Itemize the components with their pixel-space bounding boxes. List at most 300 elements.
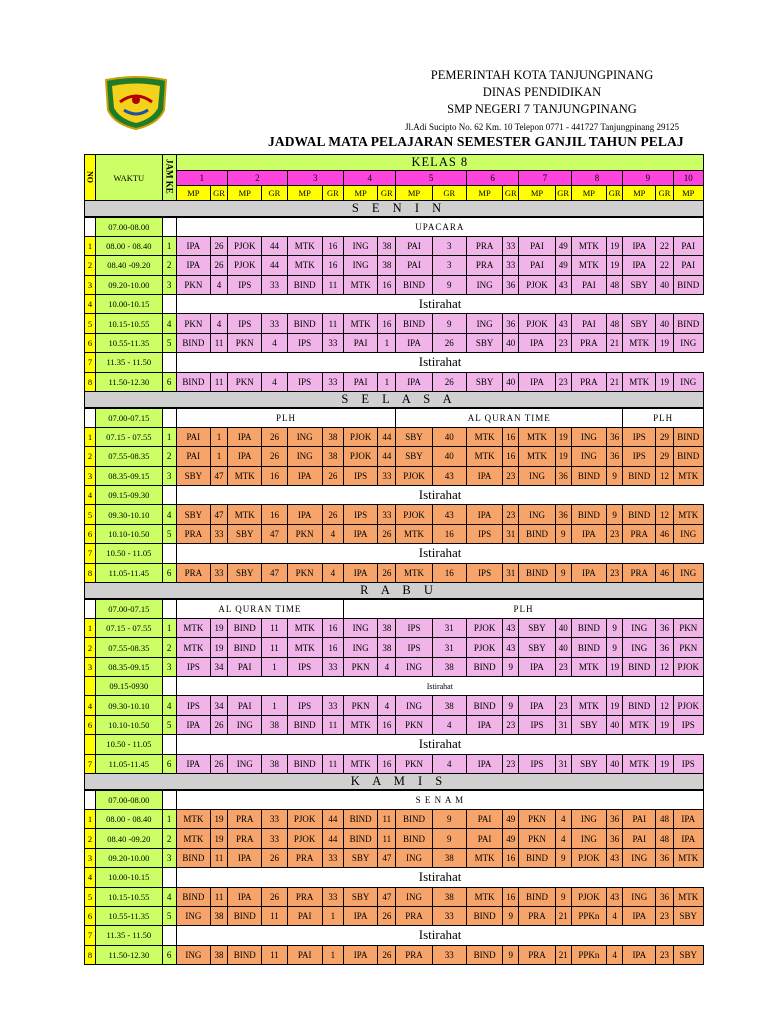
teacher-cell: 11: [378, 809, 396, 828]
subject-cell: PRA: [396, 945, 432, 964]
schedule-row: [85, 868, 704, 887]
row-jam: 1: [162, 427, 176, 446]
activity-label: AL QURAN TIME: [176, 599, 343, 618]
row-no: 4: [85, 295, 96, 314]
subject-cell: MTK: [287, 638, 322, 657]
subject-cell: ING: [343, 618, 377, 637]
teacher-cell: 9: [607, 505, 623, 524]
teacher-cell: 12: [656, 696, 673, 715]
row-no: 3: [85, 657, 96, 676]
row-no: 8: [85, 372, 96, 391]
subject-cell: IPA: [343, 906, 377, 925]
row-no: 7: [85, 926, 96, 945]
teacher-cell: 4: [607, 906, 623, 925]
subject-cell: PRA: [176, 524, 210, 543]
row-no: 2: [85, 638, 96, 657]
subject-cell: BIND: [287, 754, 322, 773]
teacher-cell: 23: [503, 715, 519, 734]
teacher-cell: 9: [432, 829, 466, 848]
teacher-cell: 9: [607, 466, 623, 485]
teacher-cell: 33: [322, 696, 343, 715]
teacher-cell: 16: [262, 505, 287, 524]
subject-cell: IPS: [228, 275, 262, 294]
row-waktu: 08.00 - 08.40: [96, 809, 163, 828]
row-no: [85, 599, 96, 618]
schedule-row: [85, 848, 704, 867]
subject-cell: BIND: [287, 715, 322, 734]
row-no: 7: [85, 754, 96, 773]
subject-cell: PJOK: [228, 256, 262, 275]
subject-cell: ING: [396, 887, 432, 906]
schedule-row: [85, 809, 704, 828]
subject-cell: SBY: [176, 505, 210, 524]
schedule-row: [85, 408, 704, 427]
subject-cell: ING: [176, 906, 210, 925]
header-gr: GR: [432, 186, 466, 201]
subject-cell: IPS: [343, 466, 377, 485]
teacher-cell: 46: [656, 524, 673, 543]
teacher-cell: 33: [503, 256, 519, 275]
row-no: 6: [85, 333, 96, 352]
subject-cell: BIND: [287, 275, 322, 294]
teacher-cell: 33: [432, 906, 466, 925]
class-number-10: 10: [673, 171, 703, 186]
row-waktu: 08.35-09.15: [96, 466, 163, 485]
subject-cell: PAI: [571, 314, 606, 333]
subject-cell: SBY: [673, 945, 703, 964]
subject-cell: IPA: [466, 466, 502, 485]
subject-cell: MTK: [571, 236, 606, 255]
teacher-cell: 31: [503, 524, 519, 543]
teacher-cell: 26: [432, 333, 466, 352]
subject-cell: PAI: [176, 427, 210, 446]
schedule-row: [85, 295, 704, 314]
teacher-cell: 9: [555, 563, 571, 582]
teacher-cell: 44: [262, 236, 287, 255]
schedule-row: [85, 657, 704, 676]
header-mp: MP: [673, 186, 703, 201]
header-mp: MP: [343, 186, 377, 201]
subject-cell: BIND: [519, 887, 555, 906]
teacher-cell: 9: [607, 638, 623, 657]
subject-cell: IPA: [176, 236, 210, 255]
subject-cell: BIND: [519, 563, 555, 582]
teacher-cell: 19: [656, 372, 673, 391]
teacher-cell: 49: [555, 236, 571, 255]
schedule-row: [85, 945, 704, 964]
teacher-cell: 40: [555, 638, 571, 657]
class-number-5: 5: [396, 171, 467, 186]
teacher-cell: 38: [378, 236, 396, 255]
teacher-cell: 1: [378, 333, 396, 352]
subject-cell: PKN: [287, 524, 322, 543]
teacher-cell: 36: [656, 638, 673, 657]
row-no: 2: [85, 447, 96, 466]
row-waktu: 07.15 - 07.55: [96, 427, 163, 446]
teacher-cell: 26: [210, 754, 227, 773]
teacher-cell: 23: [503, 505, 519, 524]
row-jam: 4: [162, 505, 176, 524]
teacher-cell: 21: [555, 945, 571, 964]
subject-cell: PAI: [287, 945, 322, 964]
subject-cell: IPA: [396, 333, 432, 352]
subject-cell: PRA: [287, 848, 322, 867]
row-jam: [162, 926, 176, 945]
subject-cell: IPA: [623, 906, 656, 925]
teacher-cell: 4: [555, 809, 571, 828]
row-no: 3: [85, 466, 96, 485]
row-jam: [162, 295, 176, 314]
teacher-cell: 49: [503, 809, 519, 828]
schedule-row: [85, 314, 704, 333]
row-waktu: 08.35-09.15: [96, 657, 163, 676]
subject-cell: MTK: [396, 563, 432, 582]
row-no: 4: [85, 486, 96, 505]
subject-cell: IPS: [287, 696, 322, 715]
subject-cell: BIND: [571, 638, 606, 657]
teacher-cell: 19: [555, 427, 571, 446]
subject-cell: IPS: [287, 372, 322, 391]
teacher-cell: 16: [503, 447, 519, 466]
activity-label: PLH: [343, 599, 703, 618]
class-number-4: 4: [343, 171, 395, 186]
subject-cell: PKN: [673, 618, 703, 637]
row-no: 5: [85, 887, 96, 906]
subject-cell: BIND: [228, 638, 262, 657]
schedule-row: [85, 715, 704, 734]
teacher-cell: 22: [656, 256, 673, 275]
row-waktu: 07.00-07.15: [96, 408, 163, 427]
row-waktu: 11.50-12.30: [96, 372, 163, 391]
page-title: JADWAL MATA PELAJARAN SEMESTER GANJIL TAHUN PELAJ: [268, 134, 684, 149]
teacher-cell: 47: [210, 466, 227, 485]
subject-cell: PJOK: [396, 466, 432, 485]
teacher-cell: 23: [607, 524, 623, 543]
header-gr: GR: [656, 186, 673, 201]
row-waktu: 10.00-10.15: [96, 868, 163, 887]
teacher-cell: 1: [210, 447, 227, 466]
teacher-cell: 23: [503, 466, 519, 485]
row-waktu: 10.15-10.55: [96, 887, 163, 906]
teacher-cell: 36: [555, 466, 571, 485]
row-no: 1: [85, 427, 96, 446]
subject-cell: BIND: [571, 505, 606, 524]
subject-cell: SBY: [623, 314, 656, 333]
row-no: [85, 677, 96, 696]
teacher-cell: 23: [656, 906, 673, 925]
teacher-cell: 47: [262, 563, 287, 582]
row-jam: 4: [162, 696, 176, 715]
teacher-cell: 19: [607, 236, 623, 255]
row-waktu: 09.15-09.30: [96, 486, 163, 505]
subject-cell: MTK: [176, 638, 210, 657]
header-gr: GR: [322, 186, 343, 201]
teacher-cell: 16: [378, 275, 396, 294]
teacher-cell: 9: [607, 618, 623, 637]
teacher-cell: 26: [210, 256, 227, 275]
row-no: [85, 790, 96, 809]
schedule-row: [85, 275, 704, 294]
teacher-cell: 47: [210, 505, 227, 524]
subject-cell: MTK: [571, 657, 606, 676]
subject-cell: BIND: [519, 524, 555, 543]
break-label: Istirahat: [176, 353, 703, 372]
break-label: Istirahat: [176, 926, 703, 945]
subject-cell: IPS: [673, 754, 703, 773]
teacher-cell: 43: [607, 848, 623, 867]
teacher-cell: 38: [378, 618, 396, 637]
subject-cell: IPA: [343, 945, 377, 964]
schedule-row: [85, 696, 704, 715]
teacher-cell: 3: [432, 236, 466, 255]
subject-cell: ING: [287, 427, 322, 446]
subject-cell: IPA: [623, 945, 656, 964]
schedule-row: [85, 217, 704, 236]
row-jam: 4: [162, 887, 176, 906]
subject-cell: MTK: [673, 505, 703, 524]
subject-cell: ING: [673, 563, 703, 582]
subject-cell: MTK: [228, 466, 262, 485]
row-jam: 3: [162, 275, 176, 294]
teacher-cell: 38: [262, 715, 287, 734]
row-no: 3: [85, 275, 96, 294]
header-address: Jl.Adi Sucipto No. 62 Km. 10 Telepon 0771 - 441727 Tanjungpinang 29125: [405, 122, 679, 132]
row-waktu: 09.30-10.10: [96, 696, 163, 715]
subject-cell: IPA: [519, 333, 555, 352]
schedule-row: [85, 638, 704, 657]
subject-cell: PKN: [519, 809, 555, 828]
header-government: PEMERINTAH KOTA TANJUNGPINANG: [430, 68, 654, 82]
subject-cell: PAI: [228, 657, 262, 676]
teacher-cell: 29: [656, 427, 673, 446]
teacher-cell: 26: [262, 848, 287, 867]
header-mp: MP: [396, 186, 432, 201]
teacher-cell: 40: [607, 754, 623, 773]
teacher-cell: 33: [262, 314, 287, 333]
row-waktu: 10.00-10.15: [96, 295, 163, 314]
subject-cell: ING: [228, 754, 262, 773]
subject-cell: IPS: [396, 638, 432, 657]
teacher-cell: 16: [378, 754, 396, 773]
teacher-cell: 23: [607, 563, 623, 582]
subject-cell: IPA: [176, 754, 210, 773]
teacher-cell: 36: [656, 887, 673, 906]
subject-cell: ING: [623, 887, 656, 906]
row-waktu: 09.20-10.00: [96, 275, 163, 294]
subject-cell: MTK: [519, 447, 555, 466]
row-jam: 6: [162, 945, 176, 964]
break-label: Istirahat: [176, 544, 703, 563]
subject-cell: IPA: [673, 809, 703, 828]
schedule-row: [85, 754, 704, 773]
subject-cell: IPS: [396, 618, 432, 637]
day-row: [85, 392, 704, 409]
subject-cell: IPA: [396, 372, 432, 391]
row-waktu: 08.40 -09.20: [96, 829, 163, 848]
header-mp: MP: [287, 186, 322, 201]
row-jam: 1: [162, 618, 176, 637]
row-jam: 5: [162, 333, 176, 352]
teacher-cell: 9: [503, 696, 519, 715]
teacher-cell: 9: [555, 887, 571, 906]
teacher-cell: 34: [210, 696, 227, 715]
teacher-cell: 38: [322, 427, 343, 446]
teacher-cell: 12: [656, 466, 673, 485]
schedule-row: [85, 447, 704, 466]
subject-cell: IPA: [466, 715, 502, 734]
row-jam: 5: [162, 524, 176, 543]
header-gr: GR: [555, 186, 571, 201]
teacher-cell: 16: [322, 638, 343, 657]
teacher-cell: 43: [503, 618, 519, 637]
city-emblem-logo: [102, 76, 170, 130]
teacher-cell: 38: [322, 447, 343, 466]
row-jam: 2: [162, 829, 176, 848]
teacher-cell: 16: [503, 427, 519, 446]
schedule-row: [85, 599, 704, 618]
day-row: [85, 583, 704, 600]
teacher-cell: 38: [210, 906, 227, 925]
teacher-cell: 40: [656, 314, 673, 333]
subject-cell: IPS: [466, 524, 502, 543]
subject-cell: BIND: [623, 505, 656, 524]
row-jam: 1: [162, 236, 176, 255]
subject-cell: MTK: [343, 275, 377, 294]
subject-cell: MTK: [287, 256, 322, 275]
subject-cell: IPA: [228, 427, 262, 446]
subject-cell: BIND: [673, 447, 703, 466]
teacher-cell: 19: [210, 809, 227, 828]
schedule-row: [85, 544, 704, 563]
teacher-cell: 36: [607, 829, 623, 848]
subject-cell: IPS: [519, 715, 555, 734]
schedule-row: [85, 563, 704, 582]
teacher-cell: 4: [322, 563, 343, 582]
teacher-cell: 43: [555, 275, 571, 294]
teacher-cell: 16: [503, 887, 519, 906]
teacher-cell: 4: [210, 275, 227, 294]
row-waktu: 07.55-08.35: [96, 447, 163, 466]
teacher-cell: 16: [322, 256, 343, 275]
teacher-cell: 40: [503, 333, 519, 352]
teacher-cell: 33: [322, 887, 343, 906]
subject-cell: MTK: [466, 447, 502, 466]
subject-cell: MTK: [466, 848, 502, 867]
teacher-cell: 4: [322, 524, 343, 543]
subject-cell: ING: [571, 829, 606, 848]
header-department: DINAS PENDIDIKAN: [482, 85, 602, 99]
teacher-cell: 22: [656, 236, 673, 255]
teacher-cell: 33: [432, 945, 466, 964]
subject-cell: MTK: [673, 466, 703, 485]
teacher-cell: 19: [607, 256, 623, 275]
subject-cell: BIND: [176, 372, 210, 391]
teacher-cell: 4: [210, 314, 227, 333]
subject-cell: BIND: [396, 809, 432, 828]
header-mp: MP: [571, 186, 606, 201]
activity-label: UPACARA: [176, 217, 703, 236]
subject-cell: PKN: [673, 638, 703, 657]
subject-cell: PRA: [466, 256, 502, 275]
teacher-cell: 9: [503, 657, 519, 676]
subject-cell: PJOK: [287, 809, 322, 828]
row-jam: [162, 790, 176, 809]
teacher-cell: 19: [210, 618, 227, 637]
subject-cell: SBY: [343, 848, 377, 867]
row-jam: [162, 599, 176, 618]
teacher-cell: 33: [322, 372, 343, 391]
subject-cell: BIND: [466, 657, 502, 676]
subject-cell: PAI: [519, 236, 555, 255]
row-jam: [162, 677, 176, 696]
teacher-cell: 16: [432, 524, 466, 543]
subject-cell: SBY: [396, 447, 432, 466]
teacher-cell: 44: [262, 256, 287, 275]
teacher-cell: 21: [607, 372, 623, 391]
row-no: 7: [85, 353, 96, 372]
teacher-cell: 33: [503, 236, 519, 255]
subject-cell: ING: [673, 524, 703, 543]
subject-cell: ING: [623, 618, 656, 637]
subject-cell: SBY: [466, 372, 502, 391]
subject-cell: BIND: [228, 906, 262, 925]
subject-cell: BIND: [571, 466, 606, 485]
row-no: 6: [85, 715, 96, 734]
teacher-cell: 1: [262, 657, 287, 676]
subject-cell: ING: [343, 236, 377, 255]
teacher-cell: 11: [378, 829, 396, 848]
schedule-row: [85, 926, 704, 945]
subject-cell: IPA: [287, 505, 322, 524]
subject-cell: ING: [343, 256, 377, 275]
teacher-cell: 48: [607, 275, 623, 294]
subject-cell: PAI: [176, 447, 210, 466]
row-waktu: 10.10-10.50: [96, 715, 163, 734]
subject-cell: IPS: [519, 754, 555, 773]
subject-cell: SBY: [519, 618, 555, 637]
subject-cell: ING: [176, 945, 210, 964]
teacher-cell: 47: [378, 848, 396, 867]
row-jam: [162, 217, 176, 236]
subject-cell: ING: [623, 638, 656, 657]
subject-cell: MTK: [466, 427, 502, 446]
subject-cell: IPS: [228, 314, 262, 333]
subject-cell: MTK: [623, 754, 656, 773]
subject-cell: IPA: [519, 372, 555, 391]
teacher-cell: 23: [503, 754, 519, 773]
header-mp: MP: [228, 186, 262, 201]
row-jam: 3: [162, 466, 176, 485]
teacher-cell: 23: [555, 333, 571, 352]
header-mp: MP: [176, 186, 210, 201]
row-waktu: 10.15-10.55: [96, 314, 163, 333]
subject-cell: BIND: [228, 618, 262, 637]
row-jam: 2: [162, 256, 176, 275]
teacher-cell: 43: [432, 505, 466, 524]
subject-cell: SBY: [343, 887, 377, 906]
teacher-cell: 21: [607, 333, 623, 352]
subject-cell: PJOK: [571, 848, 606, 867]
teacher-cell: 49: [555, 256, 571, 275]
row-waktu: 11.35 - 11.50: [96, 353, 163, 372]
teacher-cell: 4: [555, 829, 571, 848]
row-no: 5: [85, 505, 96, 524]
subject-cell: PJOK: [396, 505, 432, 524]
teacher-cell: 1: [322, 945, 343, 964]
subject-cell: PRA: [519, 945, 555, 964]
header-gr: GR: [607, 186, 623, 201]
subject-cell: IPS: [623, 447, 656, 466]
